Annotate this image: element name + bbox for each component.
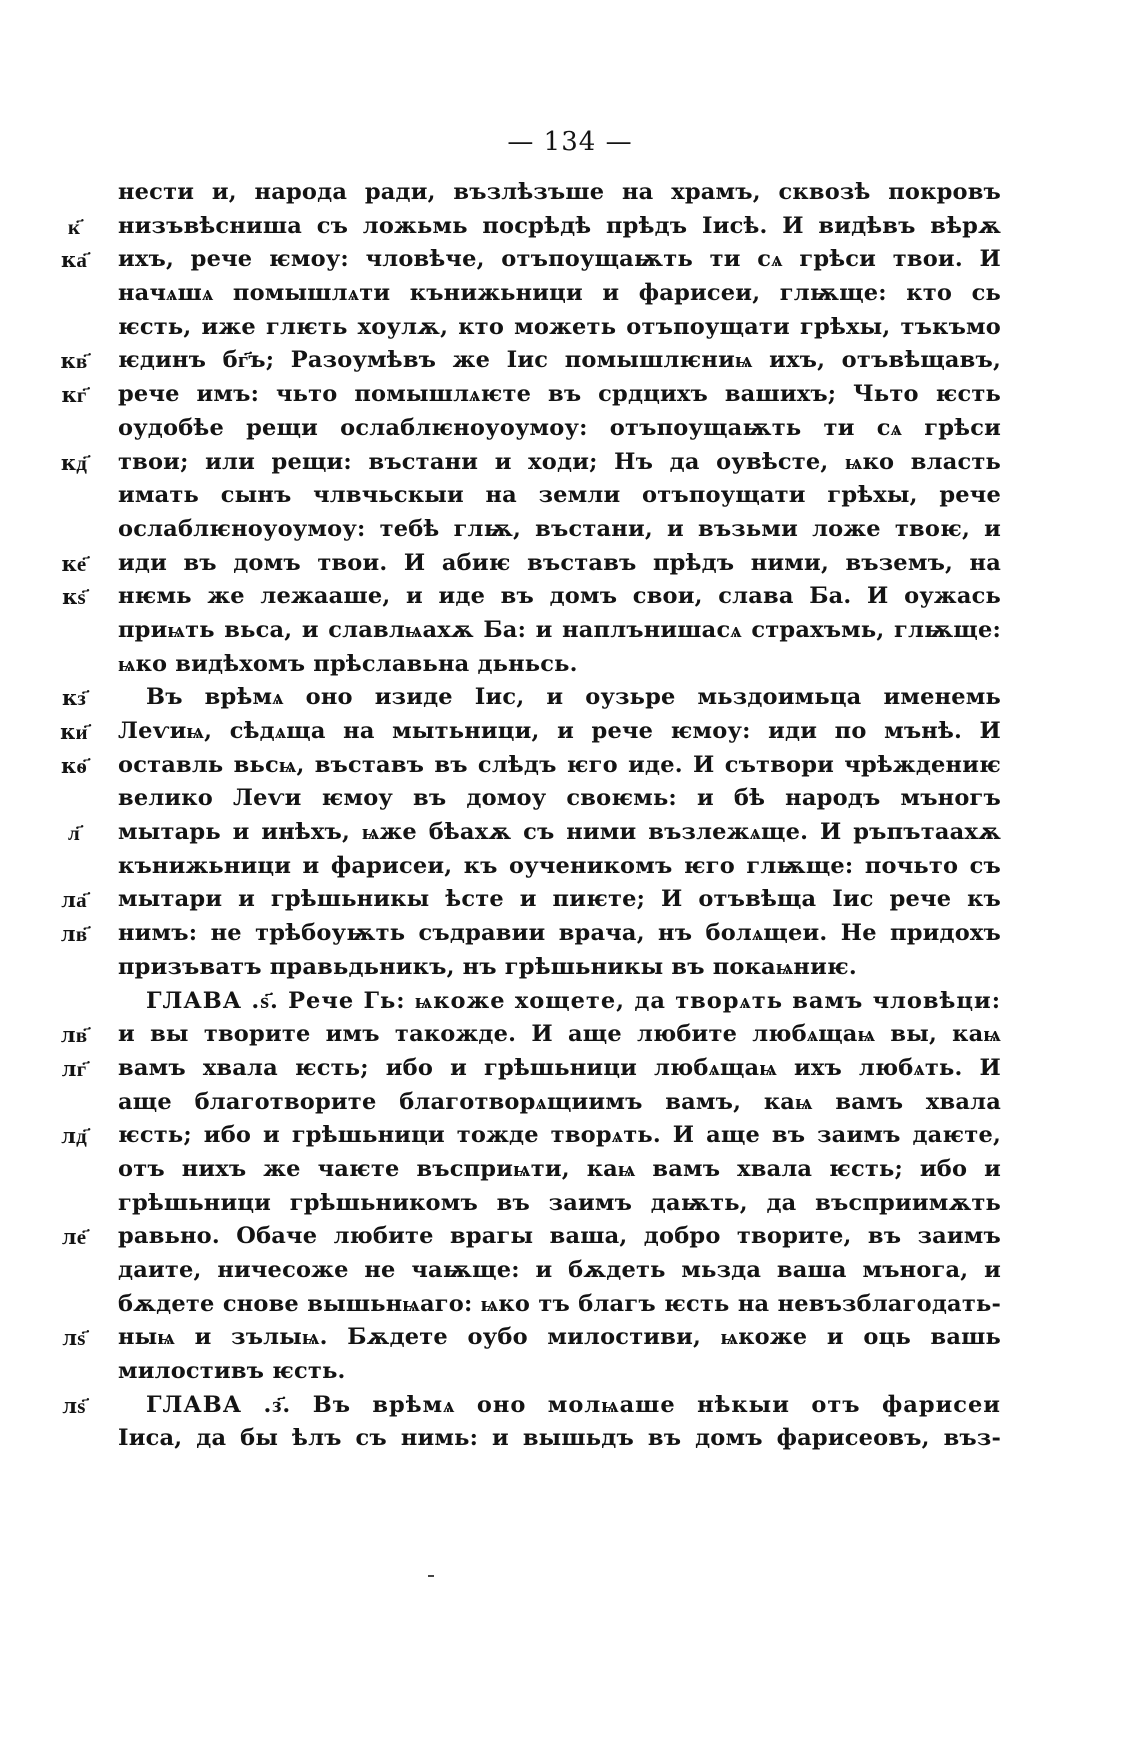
text-line	[118, 1355, 1001, 1389]
chapter-heading-line: ГЛАВА .з҃. Въ врѣмѧ оно молѩаше нѣкыи отъ фарисеи	[146, 1391, 1001, 1418]
chapter-heading-line: ГЛАВА .ѕ҃. Рече Гь: ѩкоже хощете, да творѧть вамъ чловѣци:	[146, 987, 1001, 1014]
line-text: ныѩ и зълыѩ. Бѫдете оубо милостиви, ѩкоже и оць вашь	[118, 1324, 1001, 1351]
verse-number: лв҃	[60, 921, 88, 947]
verse-number: лѕ҃	[62, 1325, 86, 1351]
line-text: твои; или рещи: въстани и ходи; Нъ да оувѣсте, ѩко власть	[118, 448, 1001, 475]
verse-number: ла҃	[61, 887, 87, 913]
verse-number: кз҃	[61, 685, 86, 711]
verse-number: лв҃	[60, 1022, 88, 1048]
line-text: ѩко видѣхомъ прѣславьна дьньсь.	[118, 650, 578, 677]
line-text: ѥсть; ибо и грѣшьници тожде творѧть. И аще въ заимъ даѥте,	[118, 1122, 1001, 1149]
verse-number: ки҃	[60, 719, 88, 744]
text-line	[118, 277, 1001, 311]
line-text: ихъ, рече ѥмоу: чловѣче, отъпоущаѭть ти сѧ грѣси твои. И	[118, 246, 1001, 273]
line-text: нести и, народа ради, възлѣзъше на храмъ, сквозѣ покровъ	[118, 179, 1001, 205]
text-line	[118, 614, 1001, 648]
text-line	[61, 681, 1001, 715]
text-line	[60, 344, 1001, 378]
line-text: мытари и грѣшьникы ѣсте и пиѥте; И отъвѣща Іис рече къ	[118, 886, 1001, 913]
verse-number: ке҃	[61, 550, 87, 576]
text-line	[60, 715, 1001, 749]
verse-number: лг҃	[61, 1055, 87, 1081]
line-text: равьно. Обаче любите врагы ваша, добро творите, въ заимъ	[118, 1223, 1001, 1250]
line-text: грѣшьници грѣшьникомъ въ заимъ даѭть, да въсприимѫть	[118, 1189, 1001, 1216]
text-line	[118, 311, 1001, 345]
line-text: приѩть вьса, и славлѩахѫ Ба: и наплънишасѧ страхъмь, глѭще:	[118, 616, 1001, 643]
line-text: кънижьници и фарисеи, къ оученикомъ ѥго глѭще: почьто съ	[118, 852, 1001, 879]
text-line	[62, 1389, 1001, 1423]
verse-number: л҃	[68, 820, 80, 846]
text-line	[61, 547, 1001, 581]
verse-number: кг҃	[61, 382, 87, 408]
text-line	[61, 378, 1001, 412]
line-text: аще благотворите благотворѧщиимъ вамъ, каѩ вамъ хвала	[118, 1088, 1001, 1115]
text-line	[118, 1254, 1001, 1288]
text-line	[68, 816, 1001, 850]
text-line	[118, 1086, 1001, 1120]
text-line	[118, 412, 1001, 446]
line-text: ѥсть, иже глѥть хоулѫ, кто можеть отъпоущати грѣхы, тъкъмо	[118, 313, 1001, 340]
text-line	[61, 1052, 1001, 1086]
line-text: нимъ: не трѣбоуѭть съдравии врача, нъ болѧщеи. Не придохъ	[118, 920, 1001, 947]
line-text: и вы творите имъ такожде. И аще любите любѧщаѩ вы, каѩ	[118, 1021, 1001, 1048]
text-line	[60, 749, 1001, 783]
line-text: оставль вьсѩ, въставъ въ слѣдъ ѥго иде. И сътвори чрѣждениѥ	[118, 751, 1001, 778]
line-text: мытарь и инѣхъ, ѩже бѣахѫ съ ними възлежѧще. И ръпътаахѫ	[118, 819, 1001, 846]
line-text: ослаблѥноуоумоу: тебѣ глѭ, въстани, и възьми ложе твоѥ, и	[118, 515, 1001, 542]
line-text: бѫдете снове вышьнѩаго: ѩко тъ благъ ѥсть на невъзблагодать-	[118, 1290, 1001, 1317]
text-line	[118, 782, 1001, 816]
line-text: вамъ хвала ѥсть; ибо и грѣшьници любѧщаѩ ихъ любѧть. И	[118, 1054, 1001, 1081]
signature-mark	[428, 1575, 434, 1577]
text-line	[60, 1018, 1001, 1052]
text-line	[67, 210, 1001, 244]
text-line	[62, 580, 1001, 614]
text-line	[118, 176, 1001, 210]
verse-number: ле҃	[61, 1224, 87, 1250]
page-number: — 134 —	[507, 127, 633, 157]
text-line	[62, 1321, 1001, 1355]
text-line	[118, 1187, 1001, 1221]
text-line	[118, 1422, 1001, 1456]
text-line	[118, 1153, 1001, 1187]
text-line	[118, 1288, 1001, 1322]
verse-number: ка҃	[60, 247, 88, 273]
verse-number: лд҃	[61, 1123, 87, 1149]
line-text: ѥдинъ бг҃ъ; Разоумѣвъ же Іис помышлѥниѩ ихъ, отъвѣщавъ,	[118, 347, 1001, 374]
line-text: имать сынъ члвчьскыи на земли отъпоущати грѣхы, рече	[118, 482, 1001, 509]
text-line	[118, 850, 1001, 884]
text-line	[60, 243, 1001, 277]
line-text: Въ врѣмѧ оно изиде Іис, и оузьре мьздоимьца именемь	[146, 684, 1001, 711]
verse-number: кѳ҃	[60, 752, 88, 778]
text-line	[118, 479, 1001, 513]
line-text: велико Леѵи ѥмоу въ домоу своѥмь: и бѣ народъ мъногъ	[118, 785, 1001, 812]
line-text: рече имъ: чьто помышлѧѥте въ срдцихъ вашихъ; Чьто ѥсть	[118, 381, 1001, 408]
line-text: призъватъ правьдьникъ, нъ грѣшьникы въ покаѩниѥ.	[118, 953, 857, 980]
line-text: иди въ домъ твои. И абиѥ въставъ прѣдъ ними, въземъ, на	[118, 549, 1001, 576]
text-line	[61, 1220, 1001, 1254]
text-line	[118, 513, 1001, 547]
line-text: оудобѣе рещи ослаблѥноуоумоу: отъпоущаѭть ти сѧ грѣси	[118, 414, 1001, 441]
line-text: Леѵиѩ, сѣдѧща на мытьници, и рече ѥмоу: иди по мънѣ. И	[118, 718, 1001, 744]
line-text: милостивъ ѥсть.	[118, 1358, 346, 1385]
text-line	[118, 648, 1001, 682]
verse-number: лѕ҃	[62, 1392, 86, 1418]
line-text: нѥмь же лежааше, и иде въ домъ свои, слава Ба. И оужась	[118, 583, 1001, 610]
verse-number: кѕ҃	[62, 584, 86, 610]
line-text: низъвѣсниша съ ложьмь посрѣдѣ прѣдъ Іисѣ. И видѣвъ вѣрѫ	[118, 212, 1001, 239]
line-text: начѧшѧ помышлѧти кънижьници и фарисеи, глѭще: кто сь	[118, 280, 1001, 307]
text-line	[60, 917, 1001, 951]
text-body	[60, 176, 1001, 1456]
verse-number: кд҃	[60, 449, 88, 475]
line-text: Іиса, да бы ѣлъ съ нимь: и вышьдъ въ домъ фарисеовъ, въз-	[118, 1425, 1001, 1452]
text-line	[60, 446, 1001, 480]
text-line	[118, 951, 1001, 985]
text-line	[61, 883, 1001, 917]
line-text: отъ нихъ же чаѥте въсприѩти, каѩ вамъ хвала ѥсть; ибо и	[118, 1155, 1001, 1182]
verse-number: к҃	[67, 213, 81, 239]
text-line	[118, 985, 1001, 1019]
line-text: даите, ничесоже не чаѭще: и бѫдеть мьзда ваша мънога, и	[118, 1257, 1001, 1283]
text-line	[61, 1119, 1001, 1153]
verse-number: кв҃	[60, 348, 88, 374]
